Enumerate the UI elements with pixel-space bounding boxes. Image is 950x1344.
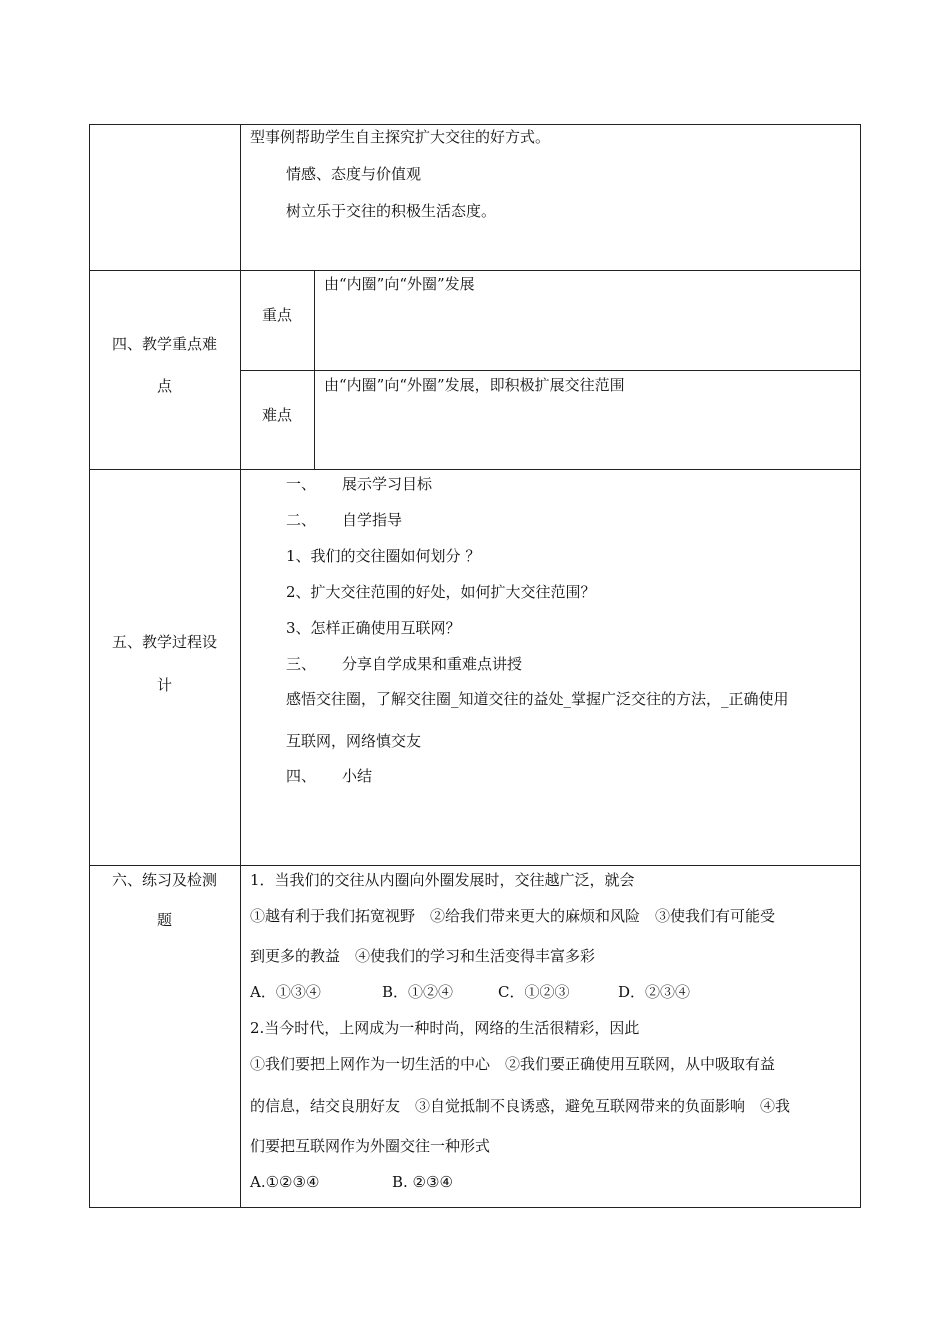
question-3: 3、怎样正确使用互联网？ — [286, 619, 461, 637]
exercise-q1-options-line2: 到更多的教益 ④使我们的学习和生活变得丰富多彩 — [250, 947, 596, 965]
question-1: 1、我们的交往圈如何划分 ？ — [286, 547, 481, 565]
step4-text: 小结 — [342, 767, 373, 785]
share-text-line2: 互联网，网络慎交友 — [286, 732, 422, 750]
difficulty-text: 由“内圈”向“外圈”发展，即积极扩展交往范围 — [324, 376, 625, 394]
step3-number: 三、 — [286, 655, 317, 673]
step2-text: 自学指导 — [342, 511, 403, 529]
step4-number: 四、 — [286, 767, 317, 785]
step2-number: 二、 — [286, 511, 317, 529]
emotion-text: 树立乐于交往的积极生活态度。 — [286, 202, 497, 220]
table-border-left — [89, 124, 90, 1208]
exercise-q2-options-line3: 们要把互联网作为外圈交往一种形式 — [250, 1137, 491, 1155]
step3-text: 分享自学成果和重难点讲授 — [342, 655, 523, 673]
exercise-label-line2: 题 — [156, 911, 172, 929]
exercise-q2-choice-a: A.①②③④ — [250, 1173, 320, 1191]
key-text: 由“内圈”向“外圈”发展 — [324, 275, 475, 293]
row-divider — [89, 270, 861, 271]
exercise-q2-options-line2: 的信息，结交良朋好友 ③自觉抵制不良诱惑，避免互联网带来的负面影响 ④我 — [250, 1097, 791, 1115]
exercise-q1-choice-c: C．①②③ — [498, 983, 570, 1001]
row-divider — [89, 469, 861, 470]
keypoints-label-line1: 四、教学重点难 — [111, 335, 217, 353]
question-2: 2、扩大交往范围的好处，如何扩大交往范围？ — [286, 583, 596, 601]
table-border-top — [89, 124, 861, 125]
goals-continuation: 型事例帮助学生自主探究扩大交往的好方式。 — [250, 128, 551, 146]
subcolumn-divider — [314, 270, 315, 470]
table-border-right — [860, 124, 861, 1208]
subrow-divider — [240, 370, 861, 371]
exercise-q1-options-line1: ①越有利于我们拓宽视野 ②给我们带来更大的麻烦和风险 ③使我们有可能受 — [250, 907, 776, 925]
keypoints-label-line2: 点 — [156, 377, 172, 395]
exercise-q2-choice-b: B. ②③④ — [392, 1173, 453, 1191]
difficulty-label: 难点 — [261, 406, 292, 424]
emotion-title: 情感、态度与价值观 — [286, 165, 422, 183]
exercise-q1-stem: 1．当我们的交往从内圈向外圈发展时，交往越广泛，就会 — [250, 871, 635, 889]
row-divider — [89, 865, 861, 866]
step1-number: 一、 — [286, 475, 317, 493]
process-label-line1: 五、教学过程设 — [111, 633, 217, 651]
share-text-line1: 感悟交往圈，了解交往圈_知道交往的益处_掌握广泛交往的方法，_正确使用 — [286, 690, 789, 708]
exercise-label-line1: 六、练习及检测 — [111, 871, 217, 889]
column-divider — [240, 124, 241, 1208]
table-border-bottom — [89, 1207, 861, 1208]
exercise-q1-choice-b: B．①②④ — [382, 983, 454, 1001]
process-label-line2: 计 — [156, 676, 172, 694]
exercise-q2-stem: 2.当今时代，上网成为一种时尚，网络的生活很精彩，因此 — [250, 1019, 640, 1037]
exercise-q1-choice-d: D．②③④ — [618, 983, 691, 1001]
key-label: 重点 — [261, 306, 292, 324]
exercise-q2-options-line1: ①我们要把上网作为一切生活的中心 ②我们要正确使用互联网，从中吸取有益 — [250, 1055, 776, 1073]
exercise-q1-choice-a: A．①③④ — [250, 983, 321, 1001]
step1-text: 展示学习目标 — [342, 475, 433, 493]
